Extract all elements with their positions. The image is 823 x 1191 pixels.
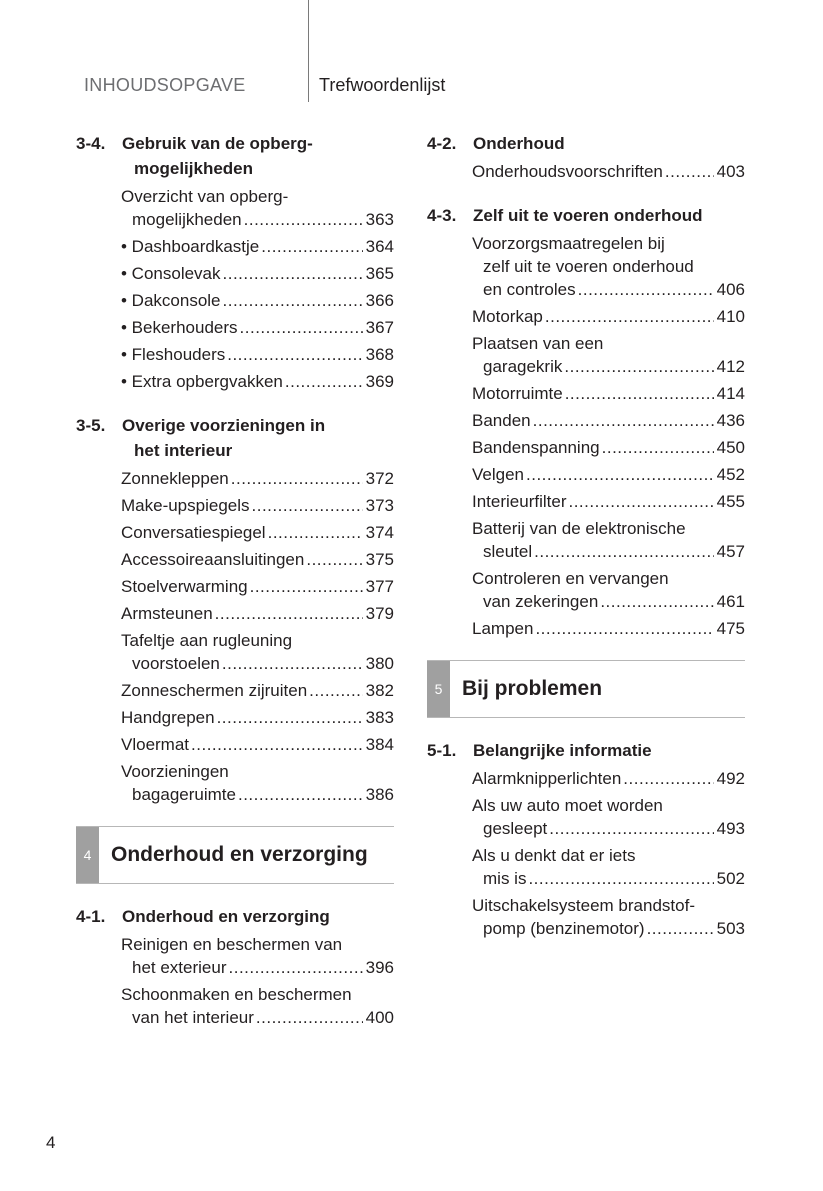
toc-entry-title: • Dashboardkastje [121,237,260,256]
toc-page-number[interactable]: 412 [716,357,745,376]
toc-entry-title: pomp (benzinemotor) [483,919,645,938]
toc-entry[interactable] [121,629,394,675]
toc-list-5-1 [427,767,745,940]
toc-entry-title: sleutel [483,542,533,561]
toc-entry[interactable] [121,262,394,285]
toc-entry-line: Schoonmaken en beschermen [121,985,352,1004]
toc-entry-line: Tafeltje aan rugleuning [121,631,293,650]
toc-entry[interactable] [472,305,745,328]
toc-entry-title: Make-upspiegels [121,496,250,515]
toc-entry-line: Plaatsen van een [472,334,604,353]
dot-leader [533,409,714,432]
toc-page-number[interactable]: 379 [365,604,394,623]
dot-leader [223,262,363,285]
toc-page-number[interactable]: 386 [365,785,394,804]
toc-page-number[interactable]: 503 [716,919,745,938]
dot-leader [647,917,714,940]
toc-entry[interactable] [121,706,394,729]
header-tab-contents[interactable]: INHOUDSOPGAVE [84,75,246,95]
chapter-title: Onderhoud en verzorging [111,843,368,866]
toc-entry[interactable] [121,983,394,1029]
toc-entry[interactable] [472,844,745,890]
toc-entry[interactable] [472,490,745,513]
toc-entry-line: Als u denkt dat er iets [472,846,636,865]
toc-list-3-5 [76,467,394,806]
toc-entry-title: en controles [483,280,576,299]
toc-entry-line: Overzicht van opberg- [121,187,289,206]
toc-page-number[interactable]: 374 [365,523,394,542]
section-heading-3-5: 3-5. Overige voorzieningen in het interieur [76,416,326,460]
toc-page-number[interactable]: 366 [365,291,394,310]
header-tab-index[interactable]: Trefwoordenlijst [319,75,446,95]
toc-page-number[interactable]: 461 [716,592,745,611]
toc-entry-title: het exterieur [132,958,227,977]
toc-entry[interactable] [472,567,745,613]
dot-leader [261,235,362,258]
toc-entry-title: mogelijkheden [132,210,242,229]
toc-entry[interactable] [121,343,394,366]
toc-entry[interactable] [472,794,745,840]
chapter-number-box: 4 [76,827,99,883]
section-heading-4-1: 4-1. Onderhoud en verzorging [76,907,330,926]
toc-entry[interactable] [121,521,394,544]
toc-list-4-2 [427,160,745,183]
toc-page-number[interactable]: 373 [365,496,394,515]
toc-page-number[interactable]: 455 [716,492,745,511]
toc-list-3-4 [76,185,394,393]
dot-leader [244,208,363,231]
section-heading-5-1: 5-1. Belangrijke informatie [427,741,652,760]
toc-entry[interactable] [121,235,394,258]
toc-entry-title: Onderhoudsvoorschriften [472,162,663,181]
toc-entry-title: bagageruimte [132,785,236,804]
toc-entry[interactable] [472,382,745,405]
dot-leader [215,602,363,625]
dot-leader [227,343,362,366]
toc-entry[interactable] [121,760,394,806]
dot-leader [568,490,713,513]
toc-entry[interactable] [472,160,745,183]
toc-page-number[interactable]: 396 [365,958,394,977]
toc-entry[interactable] [121,602,394,625]
dot-leader [578,278,714,301]
toc-entry-title: gesleept [483,819,548,838]
left-column [76,131,394,1029]
chapter-title: Bij problemen [462,677,603,700]
section-heading-3-4: 3-4. Gebruik van de opberg- mogelijkheden [76,134,313,178]
dot-leader [217,706,363,729]
toc-page-number[interactable]: 368 [365,345,394,364]
dot-leader [665,160,714,183]
toc-page-number[interactable]: 367 [365,318,394,337]
dot-leader [309,679,362,702]
toc-entry-title: Bandenspanning [472,438,600,457]
toc-entry[interactable] [121,933,394,979]
toc-entry[interactable] [121,467,394,490]
toc-page-number[interactable]: 450 [716,438,745,457]
toc-entry-title: • Consolevak [121,264,221,283]
toc-entry-title: Motorkap [472,307,543,326]
dot-leader [549,817,713,840]
toc-entry[interactable] [121,316,394,339]
dot-leader [545,305,714,328]
dot-leader [535,617,713,640]
toc-entry[interactable] [121,679,394,702]
dot-leader [602,436,714,459]
toc-entry-title: Conversatiespiegel [121,523,266,542]
toc-entry-title: Banden [472,411,531,430]
right-column [427,131,745,940]
toc-entry-title: voorstoelen [132,654,220,673]
dot-leader [240,316,363,339]
dot-leader [191,733,363,756]
toc-page-number[interactable]: 452 [716,465,745,484]
chapter-banner-5[interactable] [427,660,745,718]
toc-page-number[interactable]: 364 [365,237,394,256]
toc-entry-title: • Extra opbergvakken [121,372,283,391]
toc-entry-title: van het interieur [132,1008,254,1027]
toc-list-4-1 [76,933,394,1029]
toc-entry[interactable] [121,289,394,312]
toc-entry[interactable] [121,548,394,571]
toc-entry[interactable] [472,617,745,640]
toc-page-number[interactable]: 380 [365,654,394,673]
toc-entry-line: Voorzorgsmaatregelen bij [472,234,665,253]
toc-entry[interactable] [472,463,745,486]
toc-entry[interactable] [472,767,745,790]
dot-leader [250,575,363,598]
toc-entry[interactable] [472,436,745,459]
dot-leader [238,783,363,806]
toc-entry-title: Accessoireaansluitingen [121,550,305,569]
toc-entry[interactable] [121,575,394,598]
toc-entry-line: Als uw auto moet worden [472,796,663,815]
toc-entry-title: Vloermat [121,735,190,754]
toc-page-number[interactable]: 414 [716,384,745,403]
toc-entry[interactable] [121,733,394,756]
toc-entry[interactable] [472,232,745,301]
toc-page-number[interactable]: 382 [365,681,394,700]
toc-page-number[interactable]: 384 [365,735,394,754]
chapter-number-box: 5 [427,661,450,717]
toc-entry-title: • Bekerhouders [121,318,238,337]
toc-entry-line: Controleren en vervangen [472,569,669,588]
toc-entry-title: Motorruimte [472,384,563,403]
page-number: 4 [46,1133,56,1152]
dot-leader [528,867,713,890]
toc-entry-title: Lampen [472,619,534,638]
toc-entry-title: Stoelverwarming [121,577,248,596]
dot-leader [268,521,363,544]
toc-page-number[interactable]: 377 [365,577,394,596]
toc-page-number[interactable]: 436 [716,411,745,430]
toc-entry-title: Armsteunen [121,604,213,623]
dot-leader [565,382,714,405]
toc-page-number[interactable]: 493 [716,819,745,838]
toc-entry-title: Interieurfilter [472,492,567,511]
toc-entry-title: mis is [483,869,527,888]
toc-entry[interactable] [121,185,394,231]
toc-entry-title: Velgen [472,465,524,484]
toc-entry-line: zelf uit te voeren onderhoud [483,257,694,276]
toc-entry-title: van zekeringen [483,592,599,611]
dot-leader [223,289,363,312]
dot-leader [222,652,363,675]
section-heading-4-3: 4-3. Zelf uit te voeren onderhoud [427,206,703,225]
toc-page-number[interactable]: 475 [716,619,745,638]
dot-leader [229,956,363,979]
toc-entry-title: Zonneschermen zijruiten [121,681,308,700]
toc-entry-title: Zonnekleppen [121,469,229,488]
toc-page-number[interactable]: 406 [716,280,745,299]
dot-leader [306,548,362,571]
toc-entry-line: Batterij van de elektronische [472,519,686,538]
dot-leader [623,767,713,790]
toc-entry-line: Uitschakelsysteem brandstof- [472,896,695,915]
toc-entry[interactable] [121,494,394,517]
toc-entry-title: Alarmknipperlichten [472,769,622,788]
dot-leader [564,355,713,378]
toc-entry[interactable] [121,370,394,393]
toc-page-number[interactable]: 372 [365,469,394,488]
toc-page-number[interactable]: 383 [365,708,394,727]
toc-entry[interactable] [472,332,745,378]
toc-entry-title: • Dakconsole [121,291,221,310]
toc-page-number[interactable]: 403 [716,162,745,181]
toc-entry[interactable] [472,894,745,940]
chapter-banner-4[interactable] [76,826,394,884]
toc-entry-title: garagekrik [483,357,563,376]
toc-page-number[interactable]: 375 [365,550,394,569]
toc-list-4-3 [427,232,745,640]
toc-page-number[interactable]: 457 [716,542,745,561]
toc-page-number[interactable]: 369 [365,372,394,391]
header-divider [308,0,309,102]
toc-page-number[interactable]: 363 [365,210,394,229]
toc-page-number[interactable]: 502 [716,869,745,888]
toc-page-number[interactable]: 365 [365,264,394,283]
dot-leader [231,467,363,490]
dot-leader [534,540,713,563]
section-heading-4-2: 4-2. Onderhoud [427,134,565,153]
dot-leader [526,463,714,486]
dot-leader [256,1006,363,1029]
toc-entry-title: • Fleshouders [121,345,226,364]
toc-page-number[interactable]: 410 [716,307,745,326]
toc-entry-title: Handgrepen [121,708,215,727]
toc-entry-line: Reinigen en beschermen van [121,935,343,954]
dot-leader [285,370,363,393]
toc-page-number[interactable]: 400 [365,1008,394,1027]
toc-entry-line: Voorzieningen [121,762,229,781]
dot-leader [252,494,363,517]
toc-entry[interactable] [472,517,745,563]
toc-entry[interactable] [472,409,745,432]
dot-leader [600,590,713,613]
toc-page-number[interactable]: 492 [716,769,745,788]
